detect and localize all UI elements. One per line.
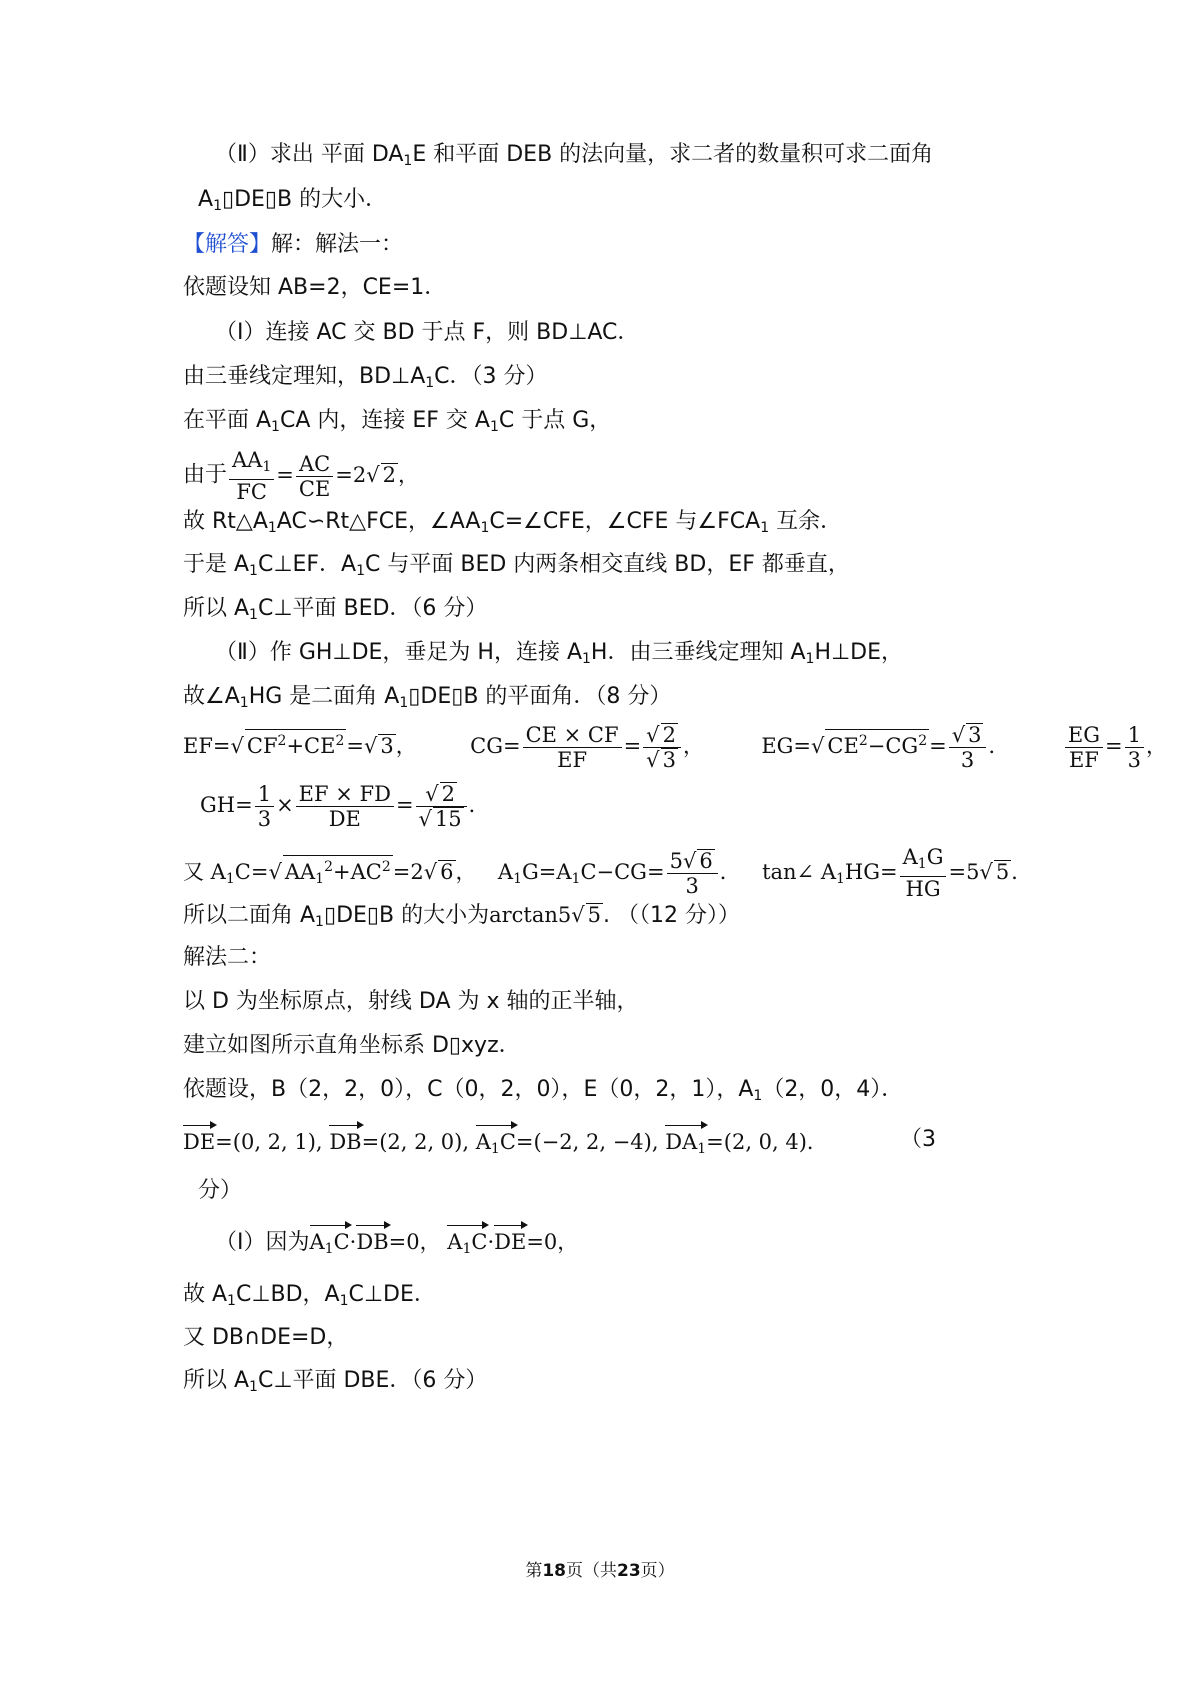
vector-a1c: $A_1C$	[476, 1125, 516, 1164]
line-m2-score-b: 分）	[198, 1178, 243, 1203]
line-p1: （Ⅰ）连接 AC 交 BD 于点 F，则 BD⊥AC．	[215, 320, 640, 345]
line-p12-conclusion: 所以二面角 $A_1▯DE▯B$ 的大小为arctan5√ 5. （（12 分））	[183, 903, 741, 930]
formula-ef: EF=√ $CF^2+CE^2=√$ 3，	[183, 734, 417, 758]
line-m2-7: 故 $A_1C\perp BD$，$A_1C\perp DE$．	[183, 1282, 436, 1309]
vector-a1c-dot2: $A_1C$	[447, 1225, 487, 1264]
line-m2-dot-products: （Ⅰ）因为$A_1C\cdot DB=0$， $A_1C\cdot DE=0$，	[215, 1225, 578, 1264]
page-total: 23	[617, 1561, 641, 1581]
line-m2-1: 以 D 为坐标原点，射线 DA 为 x 轴的正半轴，	[183, 989, 639, 1014]
line-part2-hint: （Ⅱ）求出 平面 $DA_1E$ 和平面 DEB 的法向量，求二者的数量积可求二面角	[215, 142, 934, 169]
vector-de: DE	[183, 1125, 215, 1157]
vector-db-dot1: DB	[356, 1225, 388, 1257]
line-m2-score-a: （3	[900, 1127, 936, 1152]
line-p2: 由三垂线定理知，$BD\perp A_1C$．（3 分）	[183, 364, 548, 391]
vector-a1c-dot1: $A_1C$	[310, 1225, 350, 1264]
vector-da1: $DA_1$	[665, 1125, 706, 1164]
line-setup: 依题设知 AB=2，CE=1．	[183, 275, 447, 300]
line-p7: 所以 $A_1C\perp$平面 BED．（6 分）	[183, 596, 488, 623]
line-p4-ratio: 由于 $\frac{AA_1}{FC}$ = $\frac{AC}{CE}$ =2√ 2，	[183, 448, 420, 504]
formula-a1c: 又 $A_1C=√$ $AA_1^2+AC^2=2√$ 6，	[183, 860, 477, 884]
line-m2-3: 依题设，B（2，2，0），C（0，2，0），E（0，2，1），$A_1(2$，0，4）．	[183, 1077, 904, 1104]
method2-title: 解法二：	[183, 945, 272, 970]
formula-vectors: DE=(0, 2, 1), DB=(2, 2, 0), $A_1C=(-2$, 2, −4), $DA_1=(2$, 0, 4)．	[183, 1125, 828, 1164]
page-footer: 第18页（共23页）	[525, 1561, 675, 1581]
formula-cg: CG= $\frac{CE \times CF}{EF}$ = $\frac{√ 2}{√ 3}$ ，	[470, 723, 704, 772]
formula-gh: GH= $\frac{1}{3}$ × $\frac{EF \times FD}{DE}$ = $\frac{√ 2}{√ 15}$ ．	[200, 782, 490, 831]
formula-eg-ef-ratio: $\frac{EG}{EF}$ = $\frac{1}{3}$ ，	[1063, 734, 1167, 758]
page-number: 18	[542, 1561, 566, 1581]
line-m2-9: 所以 $A_1C\perp$平面 DBE．（6 分）	[183, 1368, 488, 1395]
formula-eg: EG=√ $CE^2-CG^2=$ $\frac{√ 3}{3}$ ．	[761, 723, 1010, 772]
line-p6: 于是 $A_1C\perp EF$．$A_1C$ 与平面 BED 内两条相交直线 BD，EF 都垂直，	[183, 552, 850, 579]
formula-a1g: $A_1G=A_1C-CG=$ $\frac{5√ 6}{3}$ ．	[497, 848, 741, 898]
line-p9: 故$\angle A_1HG$ 是二面角 $A_1▯DE▯B$ 的平面角．（8 分）	[183, 684, 672, 711]
answer-tag: 【解答】	[183, 232, 272, 257]
line-p5: 故 $Rt\triangle A_1AC∽Rt\triangle FCE$，$\angle AA_1C=\angle CFE$，∠CFE 与$\angle FCA_1$ 互余．	[183, 509, 843, 536]
vector-db: DB	[329, 1125, 361, 1157]
vector-de-dot2: DE	[494, 1225, 526, 1257]
line-p3: 在平面 $A_1CA$ 内，连接 EF 交 $A_1C$ 于点 G，	[183, 408, 612, 435]
formula-row-ef-cg-eg	[183, 723, 1167, 772]
line-m2-2: 建立如图所示直角坐标系 D▯xyz．	[183, 1033, 521, 1058]
formula-row-a1c-a1g-tan	[183, 845, 1032, 901]
line-m2-8: 又 DB∩DE=D，	[183, 1325, 349, 1350]
formula-tan: tan∠ $A_1HG=$ $\frac{A_1G}{HG}$ =5√ 5．	[762, 845, 1033, 901]
answer-heading: 【解答】解：解法一：	[183, 232, 404, 257]
line-part2-hint-cont: $A_1▯DE▯B$ 的大小．	[198, 187, 388, 214]
line-p8: （Ⅱ）作 GH⊥DE，垂足为 H，连接 $A_1H$．由三垂线定理知 $A_1H\perp DE$，	[215, 640, 903, 667]
